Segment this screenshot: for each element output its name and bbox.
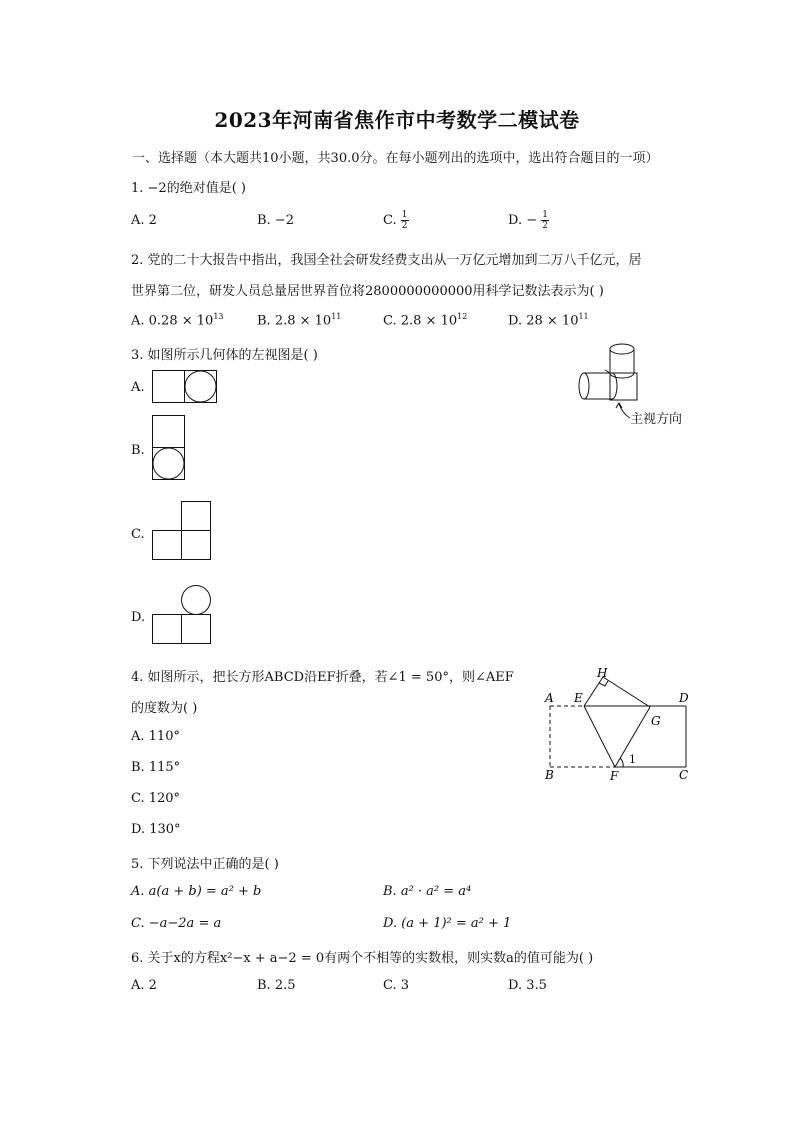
q2-option-b xyxy=(257,312,341,328)
q3-stem: 3. 如图所示几何体的左视图是( ) xyxy=(131,348,318,363)
q2-line1: 2. 党的二十大报告中指出，我国全社会研发经费支出从一万亿元增加到二万八千亿元，居 xyxy=(131,253,642,268)
q2-option-d-exp: 11 xyxy=(578,312,589,321)
q4-option-d: D. 130° xyxy=(131,822,181,837)
q3-option-d-figure xyxy=(152,585,212,645)
frac-denominator: 2 xyxy=(401,221,408,231)
q1-option-c-fraction xyxy=(401,210,409,231)
q3-option-c-label: C. xyxy=(131,527,145,542)
q2-option-c-base: C. 2.8 × 10 xyxy=(383,313,458,329)
page-title: 2023年河南省焦作市中考数学二模试卷 xyxy=(214,108,580,132)
q6-option-b: B. 2.5 xyxy=(257,978,296,993)
frac-numerator: 1 xyxy=(401,210,408,220)
q2-option-d-base: D. 28 × 10 xyxy=(508,313,579,329)
q1-option-b: B. −2 xyxy=(257,213,294,228)
q6-option-d: D. 3.5 xyxy=(508,978,547,993)
q2-option-b-base: B. 2.8 × 10 xyxy=(257,313,332,329)
q5-stem: 5. 下列说法中正确的是( ) xyxy=(131,857,279,872)
label-h: H xyxy=(597,666,608,680)
q2-option-a xyxy=(131,312,224,328)
label-f: F xyxy=(610,769,619,783)
q2-option-d xyxy=(508,312,589,328)
label-angle-1: 1 xyxy=(629,753,636,766)
q1-option-d-fraction xyxy=(541,210,549,231)
q6-stem: 6. 关于x的方程x²−x + a−2 = 0有两个不相等的实数根，则实数a的值可能为( ) xyxy=(131,951,594,966)
q4-option-b: B. 115° xyxy=(131,760,181,775)
q2-option-a-exp: 13 xyxy=(213,312,224,321)
q2-option-b-exp: 11 xyxy=(331,312,342,321)
q4-line2: 的度数为( ) xyxy=(131,701,198,716)
q5-option-a: A. a(a + b) = a² + b xyxy=(131,884,262,899)
q5-option-d: D. (a + 1)² = a² + 1 xyxy=(383,916,512,931)
q2-option-a-base: A. 0.28 × 10 xyxy=(131,313,214,329)
label-a: A xyxy=(545,691,554,705)
q1-option-c xyxy=(383,210,409,231)
q2-option-c xyxy=(383,312,467,328)
q3-option-b-label: B. xyxy=(131,443,145,458)
q2-line2: 世界第二位，研发人员总量居世界首位将2800000000000用科学记数法表示为( ) xyxy=(131,284,604,299)
q4-option-a: A. 110° xyxy=(131,729,180,744)
frac-numerator: 1 xyxy=(542,210,548,220)
label-d: D xyxy=(679,691,689,705)
frac-denominator: 2 xyxy=(542,221,548,231)
q4-line1: 4. 如图所示，把长方形ABCD沿EF折叠，若∠1 = 50°，则∠AEF xyxy=(131,670,514,685)
q3-option-b-figure xyxy=(152,415,186,481)
q1-option-d xyxy=(508,210,549,231)
q6-option-c: C. 3 xyxy=(383,978,410,993)
q3-option-c-figure xyxy=(152,501,212,561)
q5-option-b: B. a² · a² = a⁴ xyxy=(383,884,472,899)
label-c: C xyxy=(679,768,689,782)
q6-option-a: A. 2 xyxy=(131,978,157,993)
q3-option-a-label: A. xyxy=(131,380,145,395)
q4-fold-figure xyxy=(535,665,700,785)
q2-option-c-exp: 12 xyxy=(457,312,468,321)
section-heading: 一、选择题（本大题共10小题，共30.0分。在每小题列出的选项中，选出符合题目的一项） xyxy=(132,151,659,166)
label-b: B xyxy=(545,768,554,782)
q1-stem: 1. −2的绝对值是( ) xyxy=(131,181,246,196)
label-e: E xyxy=(574,691,583,705)
q3-option-d-label: D. xyxy=(131,610,146,625)
q1-option-a: A. 2 xyxy=(131,213,157,228)
q1-option-c-label: C. xyxy=(383,213,397,228)
q3-view-direction-label: 主视方向 xyxy=(630,412,683,427)
label-g: G xyxy=(651,714,661,728)
q4-option-c: C. 120° xyxy=(131,791,181,806)
q5-option-c: C. −a−2a = a xyxy=(131,916,222,931)
q3-option-a-figure xyxy=(152,370,218,404)
q1-option-d-label: D. − xyxy=(508,213,538,228)
